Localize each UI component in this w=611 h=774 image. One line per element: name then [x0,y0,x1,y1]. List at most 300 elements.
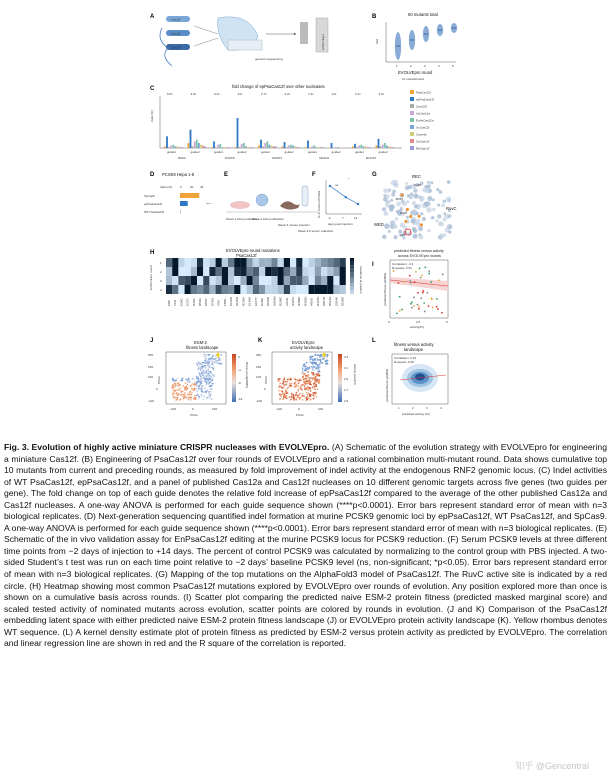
k-landscape-points [277,353,328,401]
panel-h-title: PsaCas12f [236,253,257,258]
h-cell [253,258,259,267]
landscape-point [214,358,216,360]
d-row-eppsacas12f: epPsaCas12f [144,202,163,206]
j-cbar-label: fitness pred(pMMS) [245,362,249,389]
h-cell [296,276,302,285]
h-mutation-label: D538K [340,296,345,306]
landscape-point [317,374,319,376]
landscape-point [280,394,282,396]
panel-d [144,172,212,214]
c-bar [331,143,333,148]
c-bar [175,146,177,148]
h-cell [172,267,178,276]
landscape-point [210,391,212,393]
landscape-point [284,397,286,399]
landscape-point [303,395,305,397]
c-bar [251,147,253,148]
h-cell [253,267,259,276]
h-cell [216,276,222,285]
c-bar [384,143,386,148]
landscape-point [307,389,309,391]
h-cell [253,285,259,294]
landscape-point [190,394,192,396]
h-cell [340,285,346,294]
landscape-point [279,385,281,387]
aav-production-icon [230,201,250,209]
i-point [393,270,395,272]
landscape-point [278,390,280,392]
h-cell [172,258,178,267]
panel-e-letter: E [224,172,229,178]
h-cell [222,267,228,276]
protein-residue [437,214,441,218]
c-gene-labels [178,156,377,160]
landscape-point [290,399,292,401]
landscape-point [319,375,321,377]
h-cell [271,276,277,285]
h-cbar-step [350,269,354,273]
protein-residue [396,202,401,207]
c-bar [386,146,388,149]
c-bar [380,146,382,148]
landscape-point [209,375,211,377]
landscape-point [302,389,304,391]
h-cell [197,276,203,285]
c-legend-label: PsaCas12f [416,90,431,95]
h-cell [309,258,315,267]
h-cell [315,285,321,294]
landscape-point [210,359,212,361]
c-guide-label: guide2 [284,150,294,154]
h-row-labels [160,261,162,292]
h-cbar-step [350,258,354,262]
h-mutation-label: K57R [204,298,209,306]
c-bar [235,147,237,148]
c-bar [337,147,339,148]
h-cell [166,258,172,267]
panel-h-letter: H [150,250,155,256]
protein-residue [411,219,416,224]
landscape-point [307,379,309,381]
landscape-point [297,385,299,387]
landscape-point [306,399,308,401]
landscape-point [210,358,212,360]
c-fold-label: 2.2x [355,92,361,96]
k-ytick-3: 0 [264,387,266,391]
i-point [399,296,401,298]
h-cell [315,258,321,267]
landscape-point [282,383,284,385]
c-bar [311,146,313,148]
landscape-point [292,398,294,400]
c-guide-label: guide1 [214,150,224,154]
c-bar [224,147,226,148]
k-ytick-1: 150 [256,365,262,369]
c-bar [239,147,241,148]
i-point [417,292,419,294]
i-point [404,281,406,283]
landscape-point [203,373,205,375]
c-bar [290,145,292,148]
landscape-point [202,396,204,398]
c-bar [170,146,172,149]
e-step-4: Week 4-6 serum collection [298,229,334,233]
landscape-point [320,359,322,361]
protein-residue [392,190,396,194]
landscape-point [191,388,193,390]
protein-residue [439,190,443,194]
landscape-point [203,380,205,382]
c-bar [200,145,202,148]
landscape-point [318,359,320,361]
h-cell [222,276,228,285]
landscape-point [186,397,188,399]
h-mutation-label: K110R [229,297,233,306]
panel-i-title: predicted fitness versus activity [394,249,444,253]
landscape-point [186,389,188,391]
h-cell [203,267,209,276]
landscape-point [301,395,303,397]
h-cell [340,258,346,267]
c-legend-swatch [410,90,414,94]
landscape-point [306,362,308,364]
h-cell [185,267,191,276]
landscape-point [208,392,210,394]
landscape-point [301,385,303,387]
landscape-point [209,354,211,356]
panel-j-ylabel: PCA2 [157,376,161,384]
j-landscape-points [171,354,222,401]
landscape-point [304,385,306,387]
h-cell [290,258,296,267]
c-bar [262,146,264,148]
panel-a [150,14,328,66]
h-cell [265,285,271,294]
landscape-point [310,381,312,383]
protein-residue [384,211,389,216]
h-cell [197,258,203,267]
c-legend-swatch [410,132,414,136]
c-legend-label: Casmini [416,132,427,137]
h-mutation-label: E534K [334,296,339,306]
landscape-point [281,391,283,393]
top-mutation-marker [420,223,423,226]
j-ytick-0: 250 [148,353,154,357]
mouse-icon [280,201,300,209]
h-cell [290,267,296,276]
landscape-point [295,382,297,384]
i-scatter-points [393,266,444,314]
panel-l-subtitle: landscape [404,347,424,352]
l-stat-2: R-square: 0.08 [394,360,414,364]
landscape-point [295,394,297,396]
protein-residue [413,189,417,193]
f-tick-14: 14 [354,216,358,220]
landscape-point [191,397,193,399]
landscape-point [205,381,207,383]
landscape-point [201,382,203,384]
landscape-point [174,386,176,388]
h-cbar-step [350,290,354,294]
panel-c [150,84,434,160]
b-tick-5: 5 [452,64,454,68]
i-point [419,267,421,269]
cas12f-label-2: Cas12f [171,31,181,36]
c-bar [222,147,224,148]
g-label-ruvc: RuvC [446,206,457,211]
h-mutation-label: R46S [191,298,196,306]
i-point [420,297,422,299]
c-gene-label: DNMT1 [272,156,283,160]
c-bar [247,147,249,148]
l-xtick-4: 4 [440,406,442,410]
landscape-point [211,385,213,387]
protein-residue [382,207,386,211]
panel-j-title: ESM-2 [194,340,207,345]
h-mutation-label: K76M [210,298,215,306]
c-bar [284,142,286,148]
landscape-point [312,386,314,388]
c-bars [164,118,394,148]
protein-residue [441,203,445,207]
landscape-point [198,372,200,374]
c-bar [322,147,324,148]
landscape-point [313,372,315,374]
landscape-point [321,362,323,364]
g-label-k535: K535 [396,197,404,201]
top-mutation-marker [409,215,412,218]
landscape-point [180,399,182,401]
i-point [417,304,419,306]
landscape-point [278,387,280,389]
landscape-point [294,378,296,380]
landscape-point [283,381,285,383]
h-cell [228,267,234,276]
c-legend-swatch [410,146,414,150]
landscape-point [315,374,317,376]
landscape-point [306,396,308,398]
protein-structure [382,180,452,240]
figure-caption [4,442,607,650]
h-cell [265,267,271,276]
sequencer-icon [300,22,308,44]
c-bar [273,146,275,148]
c-bar [271,146,273,149]
landscape-point [199,388,201,390]
f-tick-7: 7 [342,216,344,220]
landscape-point [199,384,201,386]
j-ctick-1: -4 [238,368,241,372]
c-fold-labels [167,92,385,96]
c-gene-label: VEGFA [319,156,329,160]
c-legend-swatch [410,97,414,101]
landscape-point [289,382,291,384]
j-ctick-0: 0 [238,355,240,359]
landscape-point [184,395,186,397]
protein-residue [388,230,391,233]
landscape-point [203,392,205,394]
c-bar [360,145,362,148]
h-mutation-label: R268C [278,296,283,306]
c-guide-label: guide1 [308,150,318,154]
landscape-point [182,391,184,393]
landscape-point [278,380,280,382]
h-cell [321,267,327,276]
b-tick-4: 4 [438,64,440,68]
landscape-point [284,394,286,396]
i-point [430,281,432,283]
landscape-point [298,380,300,382]
landscape-point [302,369,304,371]
h-cell [234,276,240,285]
h-mutation-label: E8D [167,300,171,306]
i-point [422,292,424,294]
landscape-point [295,386,297,388]
c-bar [392,147,394,148]
landscape-point [172,390,174,392]
landscape-point [314,363,316,365]
landscape-point [198,366,200,368]
landscape-point [213,375,215,377]
c-guide-label: guide1 [355,150,365,154]
landscape-point [282,387,284,389]
panel-i-letter: I [372,262,374,268]
landscape-point [172,378,174,380]
l-xtick-2: 2 [412,406,414,410]
protein-residue [437,204,440,207]
c-bar [390,147,392,148]
f-mark-ns: ns [335,183,339,187]
landscape-point [205,378,207,380]
landscape-point [182,394,184,396]
landscape-point [308,387,310,389]
c-legend-label: RhCas12f [416,146,430,151]
h-cell [203,258,209,267]
landscape-point [299,393,301,395]
caption-body: (A) Schematic of the evolution strategy with EVOLVEpro for engineering a miniature Cas12f. (B) Engineering of PsaCas12f over four rounds of EVOLVEpro and a rational combination multi-mutant round. Data shows cumulative top 10 mutants from current and preceding rounds, as measured by fold improvement of indel activity at the endogenous RNF2 genomic locus. (C) Indel activities of WT PsaCas12f, epPsaCas12f, and a panel of published Cas12a and Cas12f nucleases on 10 different genomic targets across five genes (two guides per gene). The fold change on top of each guide denotes the relative fold increase of epPsaCas12f compared to the average of the other published Cas12a and Cas12f nucleases. A one-way ANOVA is performed for each guide sequence shown (****p<0.0001). Error bars represent standard error of mean with n=3 biological replicates. (D) Next-generation sequencing quantified indel formation at murine PCSK9 genomic loci by epPsaCas12f, WT PsaCas12f, and SpCas9. A one-way ANOVA is performed for each guide sequence shown (****p<0.0001). Error bars represent standard error of mean with n=3 biological replicates. (E) Schematic of the in vivo validation assay for EnPsaCas12f editing at the murine PCSK9 locus for PCSK9 reduction. (F) Serum PCSK9 levels at three different time points from −2 days of injection to +14 days. The percent of control PCSK9 was calculated by normalizing to the control group with PBS injected. A two-sided Student’s t test was run on each time point relative to −2 days’ baseline PCSK9 level (ns, non-significant; *p<0.05). Error bars represent standard error of mean with n=3 biological replicates. (G) Mapping of the top mutations on the AlphaFold3 model of PsaCas12f. The RuvC active site is indicated by a red circle. (H) Heatmap showing most common PsaCas12f mutations explored by EVOLVEpro over rounds of evolution. Any position explored more than once is shown on a cumulative basis across rounds. (I) Scatter plot comparing the predicted naive ESM-2 protein fitness (predicted masked marginal score) and scaled tested activity of nominated mutants across evolution, scatter points are colored by rounds in evolution. (J and K) Comparison of the PsaCas12f embedding latent space with either predicted naive ESM-2 protein fitness landscape (J) or EVOLVEpro protein activity landscape (K). Yellow rhombus denotes WT sequence. (L) A kernel density estimate plot of protein fitness as predicted by ESM-2 versus protein activity as predicted by EVOLVEpro. The correlation and linear regression line are shown in red and the R square of the correlation is reported. [4,442,607,649]
landscape-point [297,395,299,397]
landscape-point [201,364,203,366]
landscape-point [205,392,207,394]
protein-residue [420,196,425,201]
c-legend-label: UnCas12f [416,125,430,130]
f-mark-star: * [348,177,350,181]
c-guide-label: guide2 [378,150,388,154]
landscape-point [302,393,304,395]
landscape-point [197,394,199,396]
landscape-point [201,391,203,393]
protein-residue [390,199,393,202]
landscape-point [175,399,177,401]
c-bar [266,141,268,148]
landscape-point [199,364,201,366]
c-bar [382,145,384,148]
i-point [414,281,416,283]
landscape-point [283,397,285,399]
landscape-point [220,354,222,356]
h-cell [191,276,197,285]
landscape-point [317,388,319,390]
c-bar [166,136,168,148]
panel-d-title: PCSK9 Hepa 1-6 [162,172,195,177]
h-cell [216,267,222,276]
landscape-point [211,399,213,401]
landscape-point [205,387,207,389]
protein-residue [422,217,426,221]
b-tick-2: 2 [410,64,412,68]
landscape-point [326,354,328,356]
landscape-point [207,364,209,366]
c-bar [211,147,213,148]
landscape-point [286,398,288,400]
c-bar [376,146,378,149]
panel-b-xsub: 12 mutant/round [402,77,424,81]
landscape-point [177,382,179,384]
landscape-point [293,396,295,398]
c-bar [179,147,181,148]
landscape-point [203,370,205,372]
c-bar [363,146,365,148]
landscape-point [319,379,321,381]
h-cell [296,285,302,294]
h-cell [216,258,222,267]
landscape-point [310,390,312,392]
c-bar [202,146,204,149]
panel-f-letter: F [312,172,316,178]
panel-l-letter: L [372,338,376,344]
i-point [424,311,426,313]
landscape-point [303,365,305,367]
cas12f-label-1: Cas12f [171,17,181,22]
landscape-point [283,378,285,380]
h-cell [216,285,222,294]
panel-b-ylabel: fold [375,39,379,44]
c-bar [378,139,380,148]
i-point [424,266,426,268]
panel-i-xlabel: activity(FI) [410,325,424,329]
protein-residue [418,226,423,231]
h-cell [327,267,333,276]
landscape-point [197,364,199,366]
h-cell [240,267,246,276]
protein-residue [393,224,397,228]
i-point [426,292,428,294]
protein-residue [391,180,396,185]
landscape-point [314,354,316,356]
landscape-point [172,379,174,381]
h-cbar-step [350,276,354,280]
h-cell [203,276,209,285]
c-bar [228,147,230,148]
c-fold-label: 7.3x [308,92,314,96]
landscape-point [317,367,319,369]
landscape-point [191,392,193,394]
protein-residue [412,201,416,205]
i-confidence-band [390,277,448,291]
h-cbar-step [350,272,354,276]
landscape-point [310,357,312,359]
protein-residue [406,216,409,219]
h-mutation-label: K128R [235,296,240,306]
landscape-point [318,382,320,384]
i-point [428,305,430,307]
h-mutation-labels [167,296,345,306]
i-point [436,306,438,308]
landscape-point [174,391,176,393]
h-cell [309,267,315,276]
c-legend-label: Cas12f1 [416,104,428,109]
landscape-point [213,366,215,368]
